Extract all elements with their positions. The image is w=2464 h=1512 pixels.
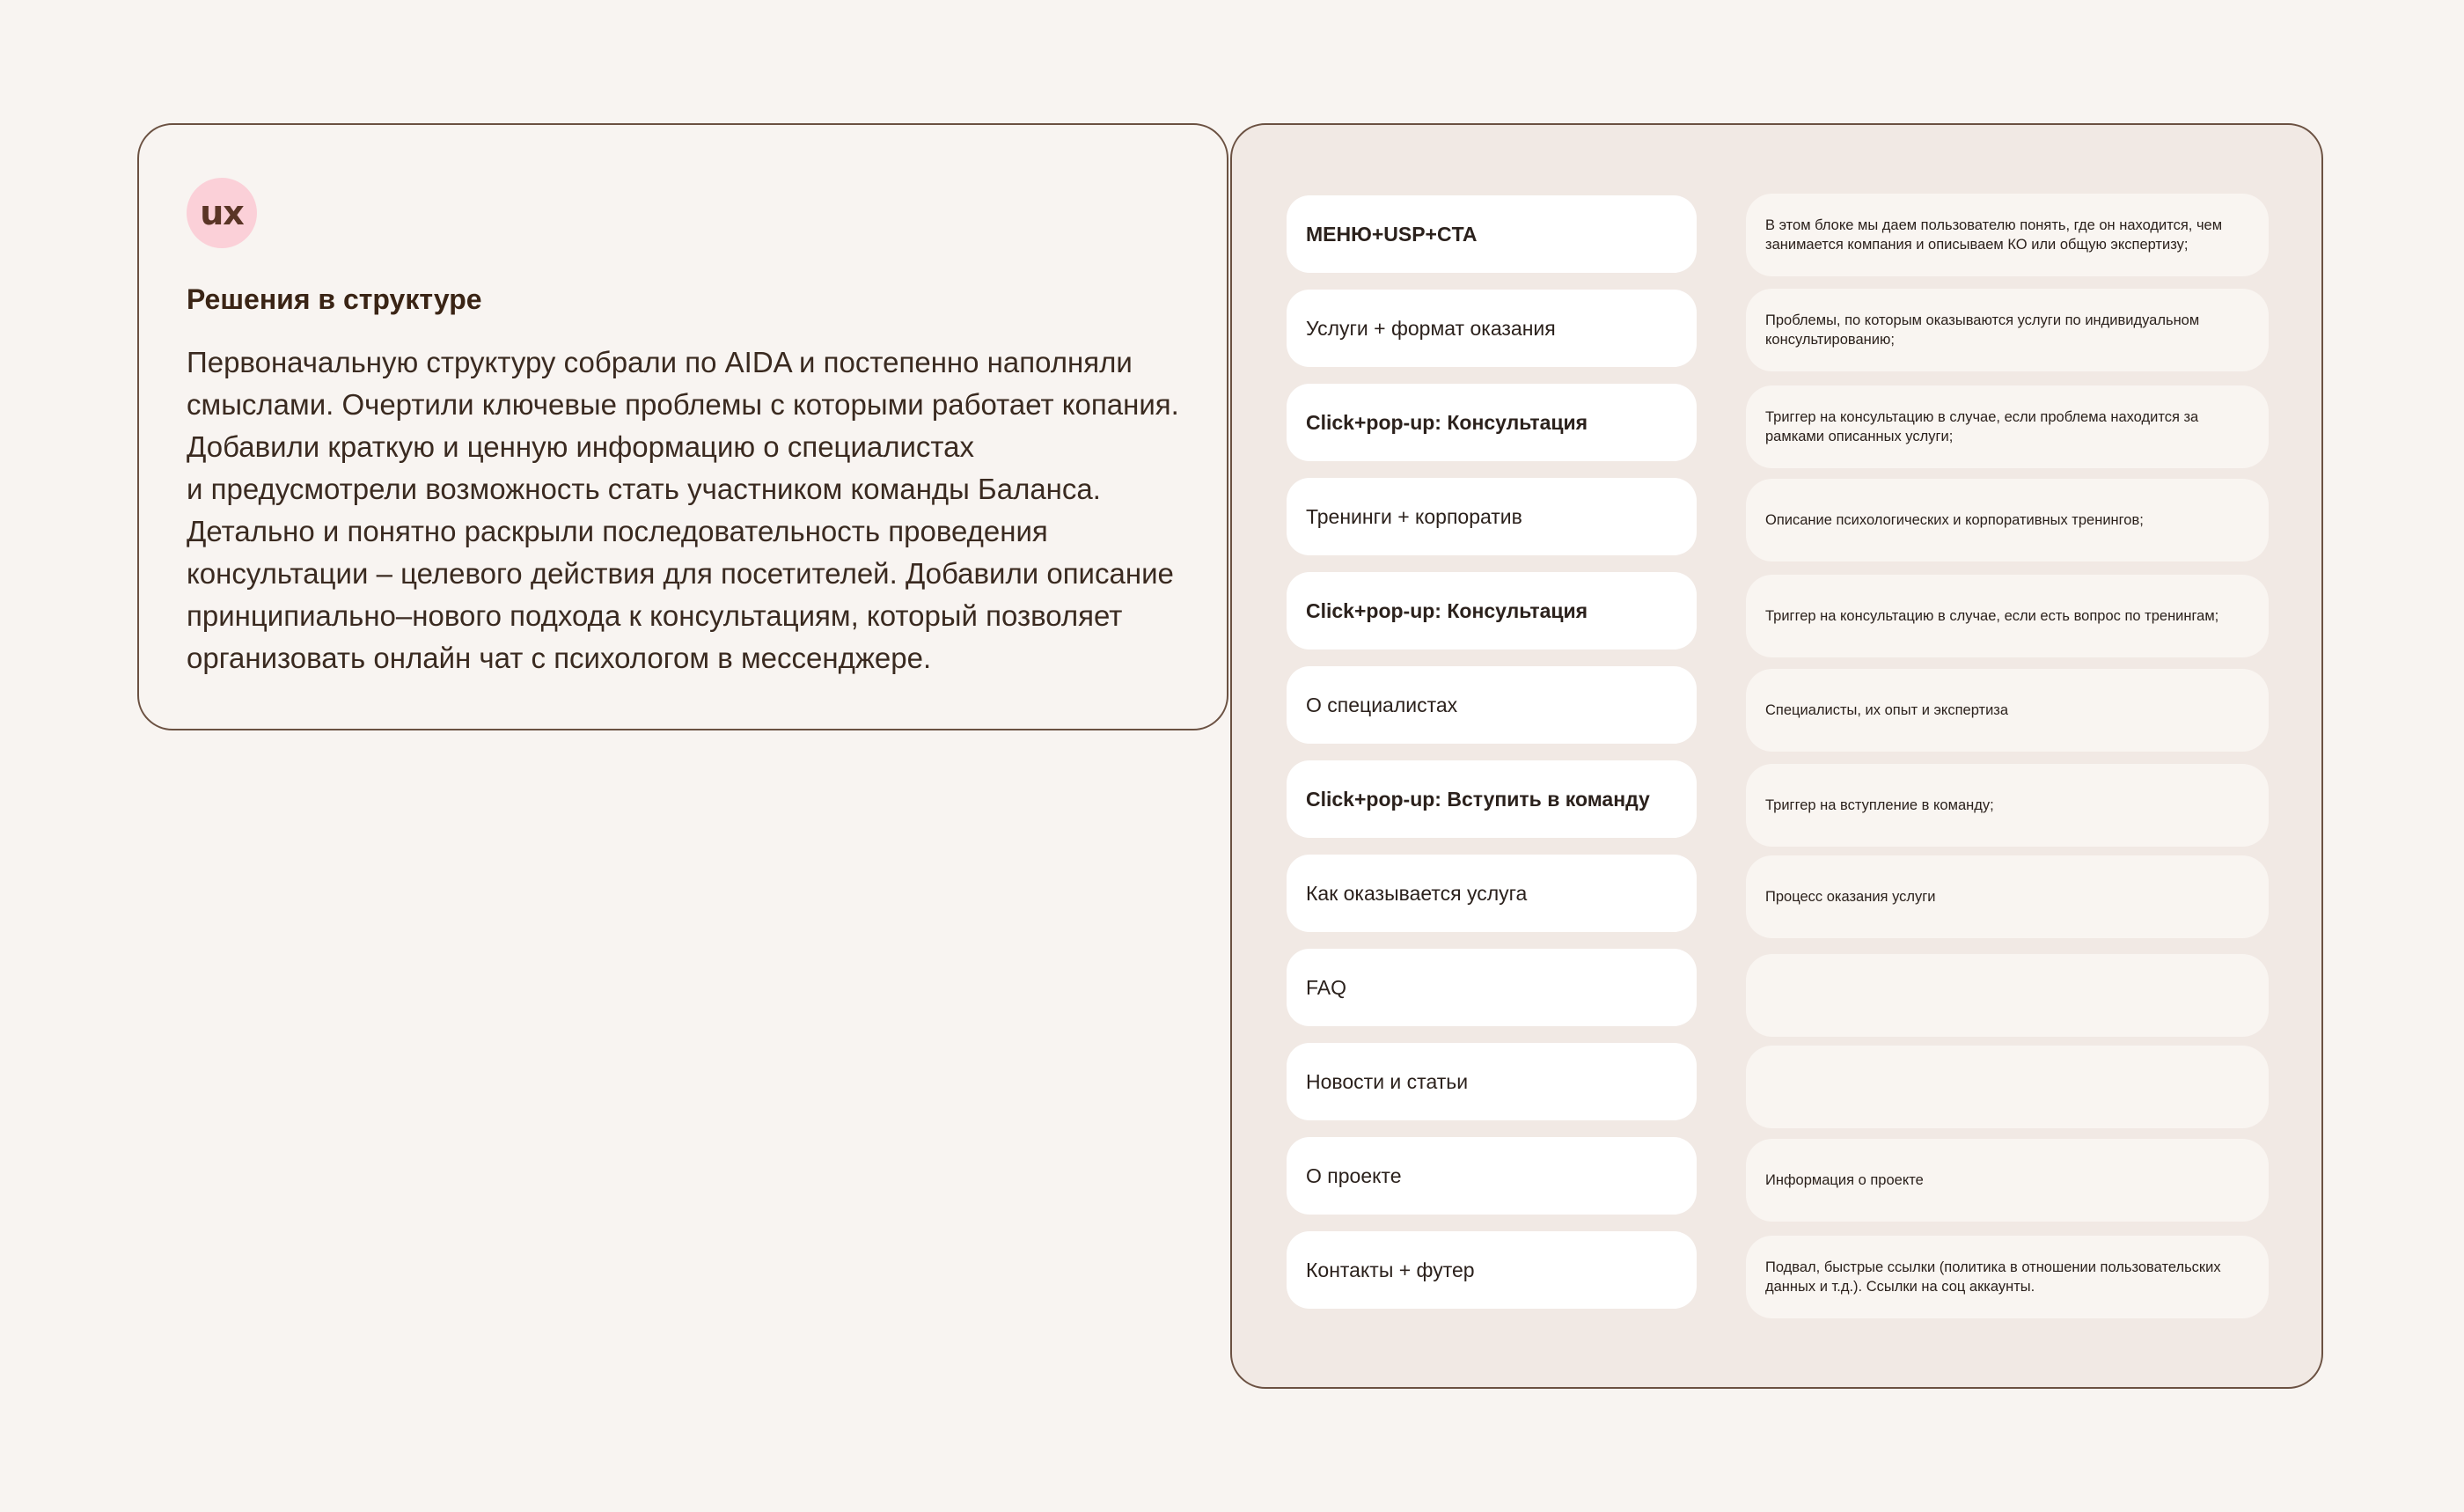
block-description: Триггер на вступление в команду;	[1746, 764, 2269, 847]
description-line: Добавили краткую и ценную информацию о специалистах	[187, 430, 975, 463]
block-description: Описание психологических и корпоративных тренингов;	[1746, 479, 2269, 561]
block-item: Click+pop-up: Консультация	[1287, 384, 1697, 461]
block-description: Проблемы, по которым оказываются услуги по индивидуальном консультированию;	[1746, 289, 2269, 371]
block-description	[1746, 1046, 2269, 1128]
description-line: организовать онлайн чат с психологом в мессенджере.	[187, 642, 932, 674]
card-title: Решения в структуре	[187, 283, 482, 315]
block-description: Триггер на консультацию в случае, если проблема находится за рамками описанных услуги;	[1746, 385, 2269, 468]
block-description: Специалисты, их опыт и экспертиза	[1746, 669, 2269, 752]
block-description: Процесс оказания услуги	[1746, 855, 2269, 938]
block-item: Услуги + формат оказания	[1287, 290, 1697, 367]
block-item: О проекте	[1287, 1137, 1697, 1215]
block-description	[1746, 954, 2269, 1037]
block-item: Контакты + футер	[1287, 1231, 1697, 1309]
structure-decisions-card	[137, 123, 1228, 730]
block-item: Тренинги + корпоратив	[1287, 478, 1697, 555]
block-description: Триггер на консультацию в случае, если есть вопрос по тренингам;	[1746, 575, 2269, 657]
description-line: принципиально–нового подхода к консультациям, который позволяет	[187, 599, 1123, 632]
block-description: Информация о проекте	[1746, 1139, 2269, 1222]
block-item: FAQ	[1287, 949, 1697, 1026]
description-line: Первоначальную структуру собрали по AIDA и постепенно наполняли	[187, 346, 1133, 378]
block-item: Как оказывается услуга	[1287, 855, 1697, 932]
block-item: Click+pop-up: Вступить в команду	[1287, 760, 1697, 838]
description-line: смыслами. Очертили ключевые проблемы с которыми работает копания.	[187, 388, 1179, 421]
description-line: консультации – целевого действия для посетителей. Добавили описание	[187, 557, 1174, 590]
block-description: В этом блоке мы даем пользователю понять, где он находится, чем занимается компания и описываем КО или общую экспертизу;	[1746, 194, 2269, 276]
card-description	[187, 341, 1207, 679]
description-line: Детально и понятно раскрыли последовательность проведения	[187, 515, 1048, 547]
block-item: МЕНЮ+USP+CTA	[1287, 195, 1697, 273]
block-description: Подвал, быстрые ссылки (политика в отношении пользовательских данных и т.д.). Ссылки на соц аккаунты.	[1746, 1236, 2269, 1318]
ux-badge: ux	[187, 178, 257, 248]
description-line: и предусмотрели возможность стать участником команды Баланса.	[187, 473, 1101, 505]
block-item: Новости и статьи	[1287, 1043, 1697, 1120]
block-item: Click+pop-up: Консультация	[1287, 572, 1697, 650]
block-item: О специалистах	[1287, 666, 1697, 744]
structure-panel	[1230, 123, 2323, 1389]
